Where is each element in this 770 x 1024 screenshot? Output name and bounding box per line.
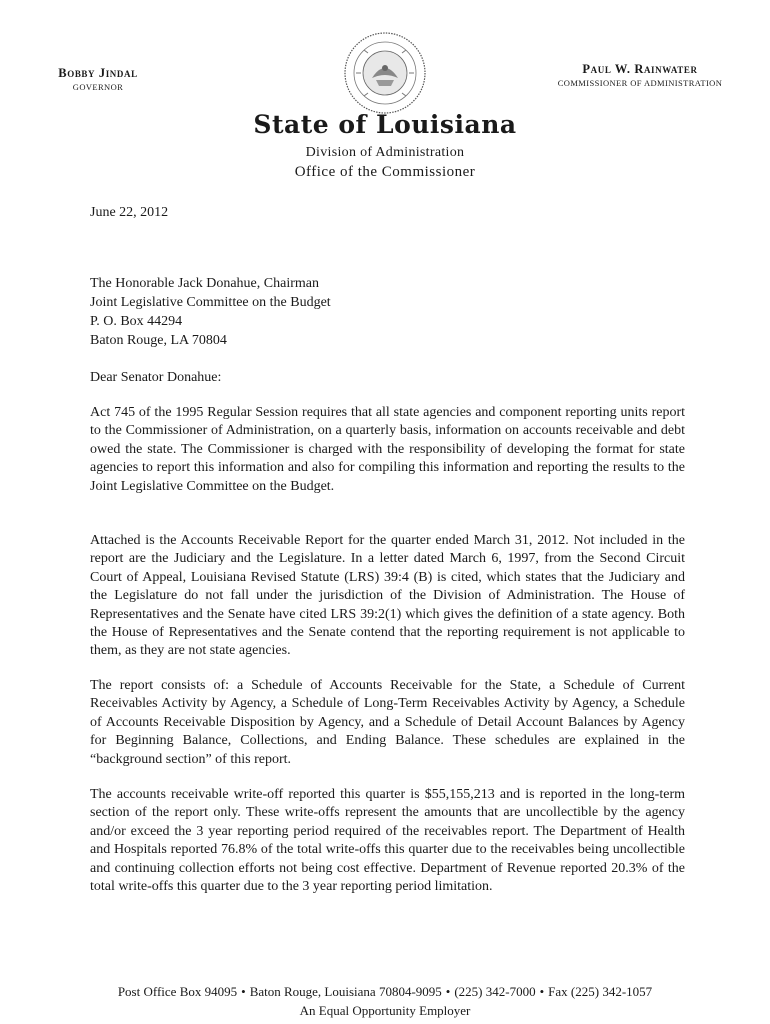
bullet-separator: •	[445, 984, 451, 999]
division-name: Division of Administration	[305, 145, 465, 160]
letter-date: June 22, 2012	[90, 205, 169, 220]
body-paragraph: Act 745 of the 1995 Regular Session requires that all state agencies and component reporting units report to the Commissioner of Administration, on a quarterly basis, information on accounts receivable and debt owed the state. The Commissioner is charged with the responsibility of developing the format for state agencies to report this information and also for compiling this information and reporting the results to the Joint Legislative Committee on the Budget.	[90, 405, 685, 494]
address-line: Joint Legislative Committee on the Budget	[90, 295, 331, 310]
address-line: Baton Rouge, LA 70804	[90, 333, 227, 348]
body-paragraph: Attached is the Accounts Receivable Report for the quarter ended March 31, 2012. Not included in the report are the Judiciary and the Legislature. In a letter dated March 6, 1997, from the Second Circuit Court of Appeal, Louisiana Revised Statute (LRS) 39:4 (B) is cited, which states that the Judiciary and the Legislature do not fall under the jurisdiction of the Division of Administration. The House of Representatives and the Senate have cited LRS 39:2(1) which gives the definition of a state agency. Both the House of Representatives and the Senate contend that the reporting requirement is not applicable to them, as they are not state agencies.	[90, 533, 685, 659]
footer-address-row	[0, 984, 770, 1000]
footer-po-box: Post Office Box 94095	[117, 984, 238, 999]
commissioner-name: Paul W. Rainwater	[582, 62, 698, 76]
footer-fax: Fax (225) 342-1057	[548, 984, 653, 999]
body-paragraph: The report consists of: a Schedule of Accounts Receivable for the State, a Schedule of Current Receivables Activity by Agency, a Schedule of Long-Term Receivables Activity by Agency, a Schedule of Accounts Receivable Disposition by Agency, and a Schedule of Detail Account Balances by Agency for Beginning Balance, Collections, and Ending Balance. These schedules are explained in the “background section” of this report.	[90, 678, 685, 767]
equal-opportunity-line: An Equal Opportunity Employer	[299, 1003, 471, 1018]
state-title: State of Louisiana	[253, 110, 517, 139]
letterhead-footer	[0, 984, 770, 1019]
recipient-address	[90, 274, 331, 350]
bullet-separator: •	[539, 984, 545, 999]
footer-phone: (225) 342-7000	[454, 984, 536, 999]
body-paragraph: The accounts receivable write-off reported this quarter is $55,155,213 and is reported in the long-term section of the report only. These write-offs represent the amounts that are uncollectible by the agency and/or exceed the 3 year reporting period required of the receivables report. The Department of Health and Hospitals reported 76.8% of the total write-offs this quarter due to the receivables being uncollectible and continuing collection efforts not being cost effective. Department of Revenue reported 20.3% of the total write-offs this quarter due to the 3 year reporting period limitation.	[90, 787, 685, 895]
bullet-separator: •	[241, 984, 246, 999]
governor-name: Bobby Jindal	[58, 66, 138, 80]
office-name: Office of the Commissioner	[294, 164, 476, 180]
state-seal-icon	[342, 30, 428, 116]
address-line: P. O. Box 44294	[90, 314, 183, 329]
salutation: Dear Senator Donahue:	[90, 370, 222, 385]
commissioner-block	[540, 62, 740, 88]
governor-block	[38, 66, 158, 92]
governor-title: GOVERNOR	[72, 82, 124, 92]
address-line: The Honorable Jack Donahue, Chairman	[90, 276, 319, 291]
commissioner-title: COMMISSIONER OF ADMINISTRATION	[557, 78, 723, 88]
footer-city: Baton Rouge, Louisiana 70804-9095	[249, 984, 442, 999]
